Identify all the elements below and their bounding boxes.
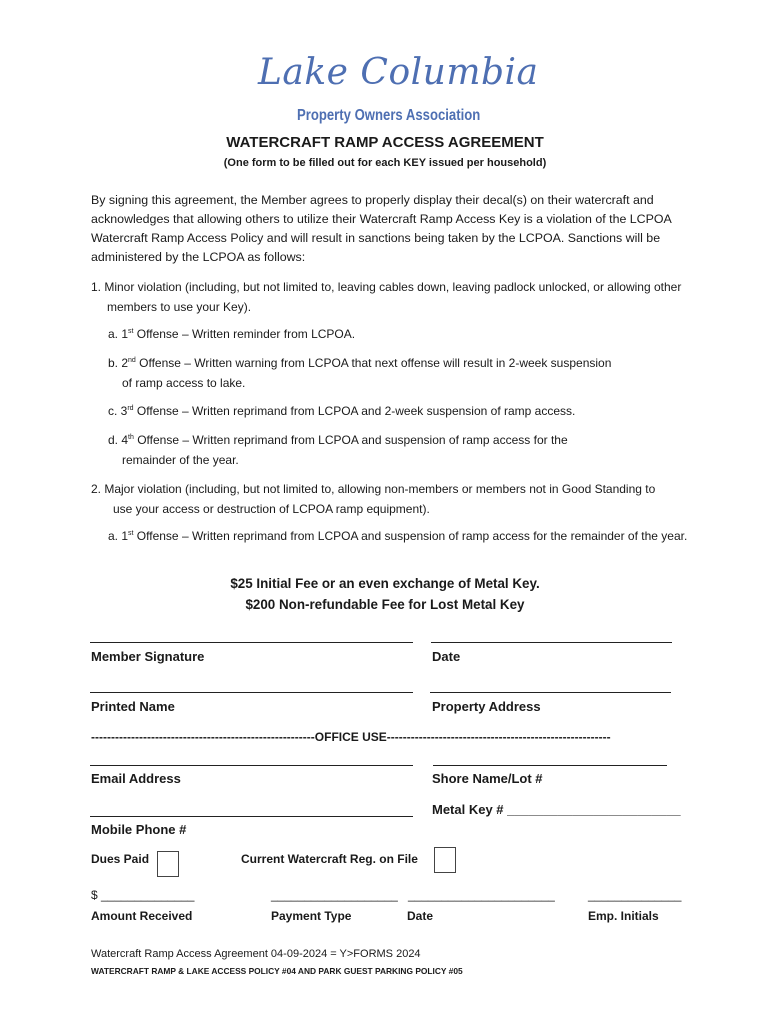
minor-offense-1: a. 1st Offense – Written reminder from LCPOA. [108,327,356,341]
member-signature-line[interactable] [90,642,413,643]
mobile-phone-label: Mobile Phone # [91,822,187,837]
metal-key-field[interactable]: Metal Key # ________________________ [432,802,681,817]
logo-title: Lake Columbia [258,52,539,93]
office-use-divider: --------------------------------------------------------OFFICE USE-------------------------------------------------------- [91,730,611,744]
emp-initials-blank[interactable]: ______________ [588,888,682,902]
amount-received-blank[interactable]: $ ______________ [91,888,195,902]
printed-name-label: Printed Name [91,699,175,714]
property-address-label: Property Address [432,699,541,714]
office-date-blank[interactable]: ______________________ [408,888,555,902]
shore-name-label: Shore Name/Lot # [432,771,543,786]
major-violation-label: 2. Major violation (including, but not limited to, allowing non-members or members not in Good Standing to use your access or destruction of LCPOA ramp equipment). [91,482,656,516]
logo-subtitle: Property Owners Association [297,107,481,124]
amount-received-label: Amount Received [91,909,193,923]
emp-initials-label: Emp. Initials [588,909,659,923]
mobile-phone-line[interactable] [90,816,413,817]
page-subtitle: (One form to be filled out for each KEY issued per household) [223,157,547,169]
fee-initial: $25 Initial Fee or an even exchange of Metal Key. [230,576,540,591]
office-date-label: Date [407,909,434,923]
date-label: Date [432,649,461,664]
minor-violation-label: 1. Minor violation (including, but not limited to, leaving cables down, leaving padlock unlocked, or allowing other members to use your Key). [91,280,682,314]
payment-type-blank[interactable]: ___________________ [271,888,398,902]
property-address-line[interactable] [430,692,671,693]
footer-form-id: Watercraft Ramp Access Agreement 04-09-2024 = Y>FORMS 2024 [91,948,421,960]
member-signature-label: Member Signature [91,649,205,664]
shore-name-line[interactable] [433,765,667,766]
minor-offense-3: c. 3rd Offense – Written reprimand from LCPOA and 2-week suspension of ramp access. [108,404,576,418]
payment-type-label: Payment Type [271,909,352,923]
dues-paid-checkbox[interactable] [157,851,179,877]
page-title: WATERCRAFT RAMP ACCESS AGREEMENT [226,134,544,151]
email-address-label: Email Address [91,771,181,786]
current-reg-label: Current Watercraft Reg. on File [241,852,418,866]
fee-lost-key: $200 Non-refundable Fee for Lost Metal Key [245,597,525,612]
minor-offense-2: b. 2nd Offense – Written warning from LCPOA that next offense will result in 2-week suspension of ramp access to lake. [108,356,612,390]
dues-paid-label: Dues Paid [91,852,150,866]
date-line[interactable] [431,642,672,643]
footer-policy: WATERCRAFT RAMP & LAKE ACCESS POLICY #04 AND PARK GUEST PARKING POLICY #05 [91,966,463,976]
email-address-line[interactable] [90,765,413,766]
current-reg-checkbox[interactable] [434,847,456,873]
minor-offense-4: d. 4th Offense – Written reprimand from LCPOA and suspension of ramp access for the remainder of the year. [108,433,568,467]
intro-paragraph: By signing this agreement, the Member agrees to properly display their decal(s) on their watercraft and acknowledges that allowing others to utilize their Watercraft Ramp Access Key is a violation of the LCPOA Watercraft Ramp Access Policy and will result in sanctions being taken by the LCPOA. Sanctions will be administered by the LCPOA as follows: [91,193,672,264]
printed-name-line[interactable] [90,692,413,693]
major-offense-1: a. 1st Offense – Written reprimand from LCPOA and suspension of ramp access for the remainder of the year. [108,529,688,543]
